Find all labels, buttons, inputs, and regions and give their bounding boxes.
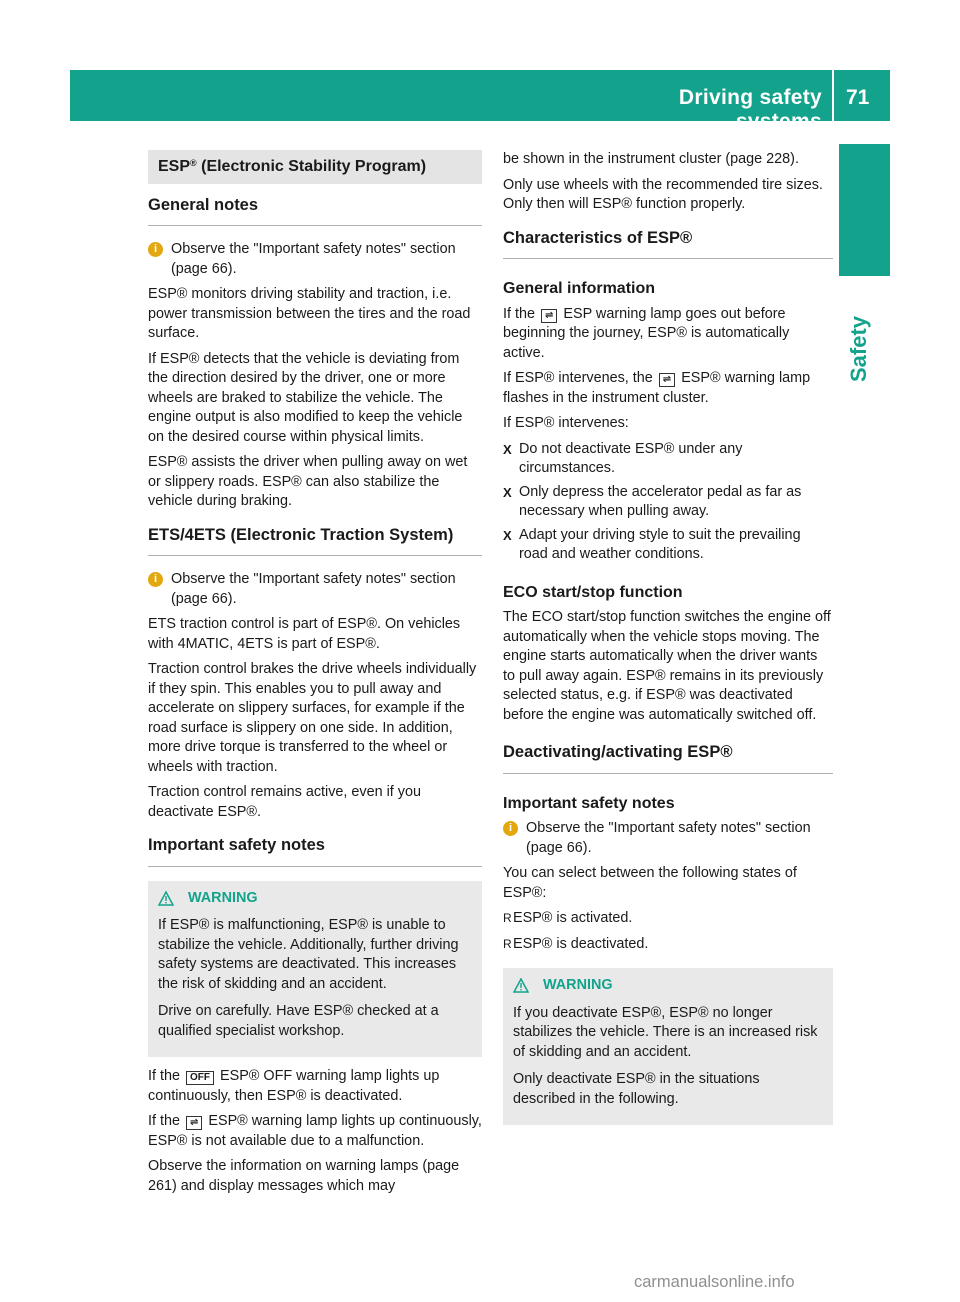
watermark: carmanualsonline.info xyxy=(634,1273,795,1291)
paragraph: ESP® assists the driver when pulling away on wet or slippery roads. ESP® can also stabilize the vehicle during braking. xyxy=(148,454,468,509)
bullet-marker: R xyxy=(503,936,512,951)
heading-general-info: General information xyxy=(503,280,656,297)
section-band: ESP® (Electronic Stability Program) xyxy=(148,150,482,184)
step-text: Do not deactivate ESP® under any circumstances. xyxy=(519,440,743,476)
paragraph: Traction control remains active, even if you deactivate ESP®. xyxy=(148,784,422,820)
info-text: Observe the "Important safety notes" section (page 66). xyxy=(526,820,811,856)
text: If ESP® intervenes, the xyxy=(503,370,653,386)
section-title: Driving safety systems xyxy=(678,86,822,133)
warning-triangle-icon xyxy=(158,891,174,906)
chapter-label-text: Safety xyxy=(846,315,871,382)
text: If the xyxy=(148,1113,180,1129)
band-text: (Electronic Stability Program) xyxy=(201,158,427,175)
warning-box xyxy=(148,881,482,1058)
paragraph: Only use wheels with the recommended tire sizes. Only then will ESP® function properly. xyxy=(503,176,823,212)
info-icon: i xyxy=(148,572,163,587)
paragraph: Observe the information on warning lamps (page 261) and display messages which may xyxy=(148,1158,460,1194)
text: ESP® OFF warning lamp lights up continuously, then ESP® is deactivated. xyxy=(148,1068,440,1104)
right-column xyxy=(503,150,833,1135)
bullet-marker: R xyxy=(503,911,512,925)
info-text: Observe the "Important safety notes" section (page 66). xyxy=(171,241,456,277)
list-text: ESP® is deactivated. xyxy=(513,935,649,952)
warning-header xyxy=(513,976,823,996)
info-icon: i xyxy=(148,242,163,257)
paragraph: The ECO start/stop function switches the engine off automatically when the vehicle stops moving. The engine starts automatically when the driver wants to pull away again. ESP® remains in its previously selected status, e.g. if ESP® was deactivated before the engine was automatically switched off. xyxy=(503,609,831,723)
warning-header xyxy=(158,889,472,909)
paragraph: be shown in the instrument cluster (page 228). xyxy=(503,151,799,167)
warning-title: WARNING xyxy=(188,889,258,906)
heading-eco: ECO start/stop function xyxy=(503,583,683,601)
info-text: Observe the "Important safety notes" section (page 66). xyxy=(171,571,456,607)
paragraph xyxy=(148,1067,482,1106)
paragraph xyxy=(503,369,833,408)
left-column xyxy=(148,150,482,1202)
heading-important-safety: Important safety notes xyxy=(148,836,482,867)
heading-general-notes: General notes xyxy=(148,196,482,227)
list-item xyxy=(503,909,833,929)
page-number: 71 xyxy=(846,86,870,109)
heading-ets: ETS/4ETS (Electronic Traction System) xyxy=(148,526,482,557)
info-note xyxy=(148,240,482,279)
warning-text: If ESP® is malfunctioning, ESP® is unable to stabilize the vehicle. Additionally, further driving safety systems are deactivated. This increases the risk of skidding and an accident. xyxy=(158,917,459,992)
chapter-tab xyxy=(839,144,890,276)
chapter-label xyxy=(846,296,886,386)
warning-text: Only deactivate ESP® in the situations described in the following. xyxy=(513,1071,760,1107)
warning-text: Drive on carefully. Have ESP® checked at a qualified specialist workshop. xyxy=(158,1003,439,1039)
list-text: ESP® is activated. xyxy=(513,910,633,926)
text: ESP® warning lamp flashes in the instrument cluster. xyxy=(503,370,811,406)
text: ESP® warning lamp lights up continuously, ESP® is not available due to a malfunction. xyxy=(148,1113,482,1149)
paragraph: Traction control brakes the drive wheels individually if they spin. This enables you to pull away and accelerate on slippery surfaces, for example if the road surface is slippery on one side. In addition, more drive torque is transferred to the wheel or wheels with traction. xyxy=(148,661,477,775)
paragraph: ETS traction control is part of ESP®. On vehicles with 4MATIC, 4ETS is part of ESP®. xyxy=(148,616,461,652)
esp-lamp-icon: ⇌ xyxy=(186,1116,202,1130)
warning-title: WARNING xyxy=(543,977,613,993)
esp-off-lamp-icon: OFF xyxy=(186,1071,214,1085)
warning-box xyxy=(503,968,833,1125)
paragraph: If ESP® intervenes: xyxy=(503,415,629,431)
info-note xyxy=(148,570,482,609)
step-item xyxy=(503,483,833,522)
esp-lamp-icon: ⇌ xyxy=(541,309,557,323)
step-text: Only depress the accelerator pedal as far as necessary when pulling away. xyxy=(519,483,802,519)
info-note xyxy=(503,819,833,858)
warning-text: If you deactivate ESP®, ESP® no longer stabilizes the vehicle. There is an increased risk of skidding and an accident. xyxy=(513,1004,818,1060)
step-marker: X xyxy=(503,484,512,500)
info-icon: i xyxy=(503,821,518,836)
list-item xyxy=(503,935,833,955)
text: If the xyxy=(148,1068,180,1084)
heading-deactivating: Deactivating/activating ESP® xyxy=(503,743,833,774)
heading-characteristics: Characteristics of ESP® xyxy=(503,229,833,260)
step-text: Adapt your driving style to suit the prevailing road and weather conditions. xyxy=(519,526,801,562)
warning-triangle-icon xyxy=(513,978,529,993)
header-divider xyxy=(832,70,834,121)
paragraph xyxy=(148,1112,482,1151)
paragraph: You can select between the following states of ESP®: xyxy=(503,865,797,901)
step-marker: X xyxy=(503,441,512,457)
band-esp: ESP xyxy=(158,158,191,175)
esp-lamp-icon: ⇌ xyxy=(659,373,675,387)
paragraph: ESP® monitors driving stability and traction, i.e. power transmission between the tires and the road surface. xyxy=(148,286,471,341)
step-item xyxy=(503,440,833,479)
text: ESP warning lamp goes out before beginning the journey, ESP® is automatically active. xyxy=(503,305,790,361)
paragraph: If ESP® detects that the vehicle is deviating from the direction desired by the driver, one or more wheels are braked to stabilize the vehicle. The engine output is also modified to keep the vehicle on the desired course within physical limits. xyxy=(148,350,463,445)
paragraph xyxy=(503,305,833,364)
step-marker: X xyxy=(503,527,512,543)
step-item xyxy=(503,526,833,565)
text: If the xyxy=(503,305,535,322)
heading-important-safety: Important safety notes xyxy=(503,794,675,812)
